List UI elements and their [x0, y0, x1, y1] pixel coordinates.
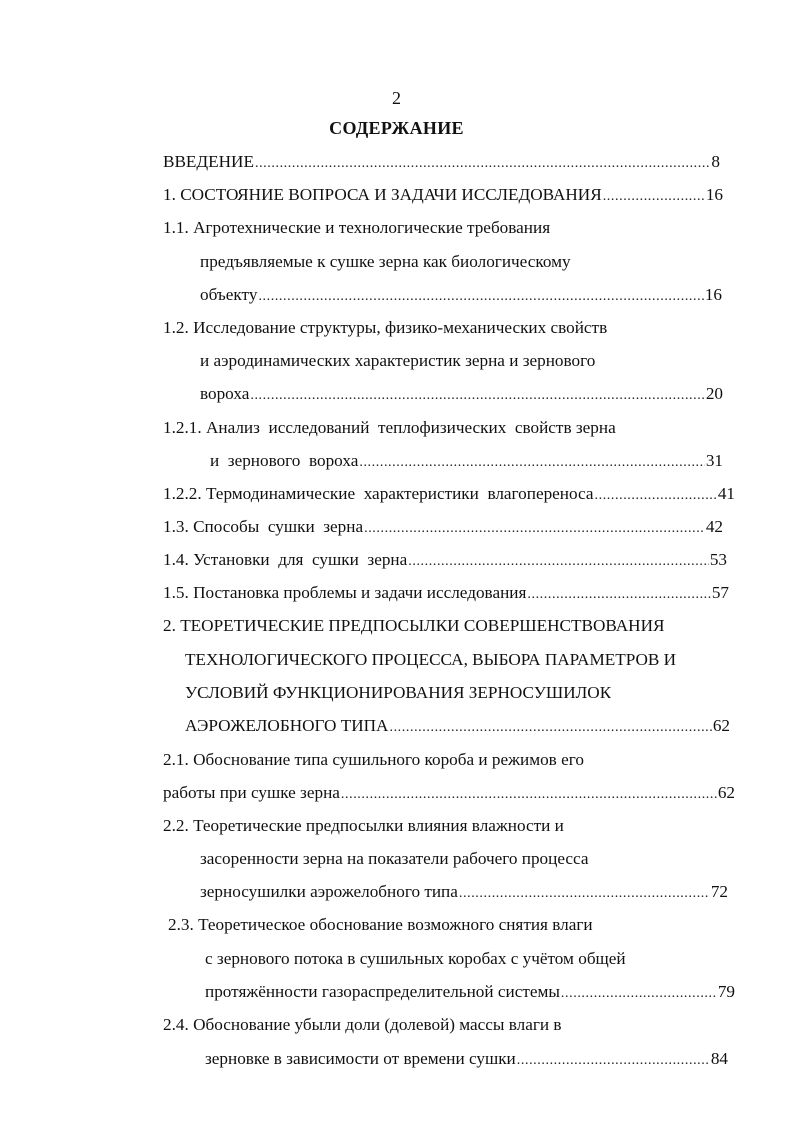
toc-leader-dots — [341, 782, 717, 806]
toc-page-number: 8 — [711, 152, 720, 171]
toc-entry-text: с зернового потока в сушильных коробах с учётом общей — [205, 949, 626, 968]
toc-entry-1-5 — [163, 580, 729, 606]
toc-entry-1-4 — [163, 547, 727, 573]
toc-entry-chapter-1 — [163, 182, 723, 208]
toc-entry-text: ТЕХНОЛОГИЧЕСКОГО ПРОЦЕССА, ВЫБОРА ПАРАМЕТРОВ И — [185, 650, 677, 669]
toc-page-number: 57 — [711, 583, 729, 602]
toc-entry-1-2-1 — [210, 448, 723, 474]
toc-entry-1-2-2 — [163, 481, 735, 507]
toc-leader-dots — [408, 549, 709, 573]
page-title: СОДЕРЖАНИЕ — [329, 118, 464, 138]
toc-page-number: 31 — [705, 451, 723, 470]
toc-leader-dots — [595, 483, 717, 507]
toc-entry-text: работы при сушке зерна — [163, 783, 340, 802]
toc-leader-dots — [459, 881, 710, 905]
toc-page-number: 41 — [717, 484, 735, 503]
toc-entry-text: 1.1. Агротехнические и технологические требования — [163, 218, 551, 237]
toc-entry-1-1 — [200, 282, 722, 308]
toc-entry-text: 2.4. Обоснование убыли доли (долевой) массы влаги в — [163, 1015, 562, 1034]
toc-entry-text: предъявляемые к сушке зерна как биологическому — [200, 252, 571, 271]
toc-entry-text: 1.2.2. Термодинамические характеристики влагопереноса — [163, 484, 594, 503]
toc-entry-text: и аэродинамических характеристик зерна и зернового — [200, 351, 596, 370]
toc-leader-dots — [258, 284, 703, 308]
toc-entry-text: 1.3. Способы сушки зерна — [163, 517, 364, 536]
toc-entry-text: засоренности зерна на показатели рабочего процесса — [200, 849, 589, 868]
toc-page-number: 16 — [704, 285, 722, 304]
toc-entry-1-3 — [163, 514, 723, 540]
toc-entry-2-4 — [205, 1046, 728, 1072]
toc-entry-text: 1.2.1. Анализ исследований теплофизических свойств зерна — [163, 418, 616, 437]
toc-entry-text: протяжённости газораспределительной системы — [205, 982, 560, 1001]
toc-entry-text: 1.4. Установки для сушки зерна — [163, 550, 408, 569]
toc-page-number: 16 — [705, 185, 723, 204]
toc-leader-dots — [517, 1048, 710, 1072]
toc-leader-dots — [527, 582, 710, 606]
toc-page-number: 62 — [712, 716, 730, 735]
toc-entry-text: УСЛОВИЙ ФУНКЦИОНИРОВАНИЯ ЗЕРНОСУШИЛОК — [185, 683, 612, 702]
toc-entry-text: объекту — [200, 285, 258, 304]
toc-page-number: 62 — [717, 783, 735, 802]
toc-page-number: 20 — [705, 384, 723, 403]
toc-entry-text: 1. СОСТОЯНИЕ ВОПРОСА И ЗАДАЧИ ИССЛЕДОВАНИЯ — [163, 185, 602, 204]
toc-entry-text: 2. ТЕОРЕТИЧЕСКИЕ ПРЕДПОСЫЛКИ СОВЕРШЕНСТВОВАНИЯ — [163, 616, 665, 635]
toc-entry-text: зерновке в зависимости от времени сушки — [205, 1049, 516, 1068]
toc-leader-dots — [359, 450, 704, 474]
page-number: 2 — [392, 88, 401, 108]
toc-leader-dots — [603, 184, 705, 208]
toc-page-number: 79 — [717, 982, 735, 1001]
toc-entry-text: 2.2. Теоретические предпосылки влияния влажности и — [163, 816, 564, 835]
toc-entry-2-1 — [163, 780, 735, 806]
toc-entry-text: 2.3. Теоретическое обоснование возможного снятия влаги — [168, 915, 593, 934]
toc-leader-dots — [250, 383, 704, 407]
toc-page-number: 42 — [705, 517, 723, 536]
toc-entry-1-2 — [200, 381, 723, 407]
toc-entry-2-2 — [200, 879, 728, 905]
toc-leader-dots — [255, 151, 710, 175]
toc-entry-introduction — [163, 149, 720, 175]
toc-leader-dots — [389, 715, 711, 739]
toc-entry-text: и зернового вороха — [210, 451, 359, 470]
toc-entry-text: 1.5. Постановка проблемы и задачи исследования — [163, 583, 527, 602]
toc-page-number: 53 — [709, 550, 727, 569]
toc-entry-text: 2.1. Обоснование типа сушильного короба и режимов его — [163, 750, 584, 769]
toc-entry-text: 1.2. Исследование структуры, физико-механических свойств — [163, 318, 608, 337]
toc-page-number: 72 — [710, 882, 728, 901]
toc-entry-chapter-2 — [185, 713, 730, 739]
toc-entry-text: АЭРОЖЕЛОБНОГО ТИПА — [185, 716, 389, 735]
toc-entry-text: зерносушилки аэрожелобного типа — [200, 882, 458, 901]
toc-entry-2-3 — [205, 979, 735, 1005]
toc-leader-dots — [364, 516, 705, 540]
toc-entry-text: ВВЕДЕНИЕ — [163, 152, 254, 171]
toc-page-number: 84 — [710, 1049, 728, 1068]
toc-leader-dots — [561, 981, 717, 1005]
toc-entry-text: вороха — [200, 384, 250, 403]
